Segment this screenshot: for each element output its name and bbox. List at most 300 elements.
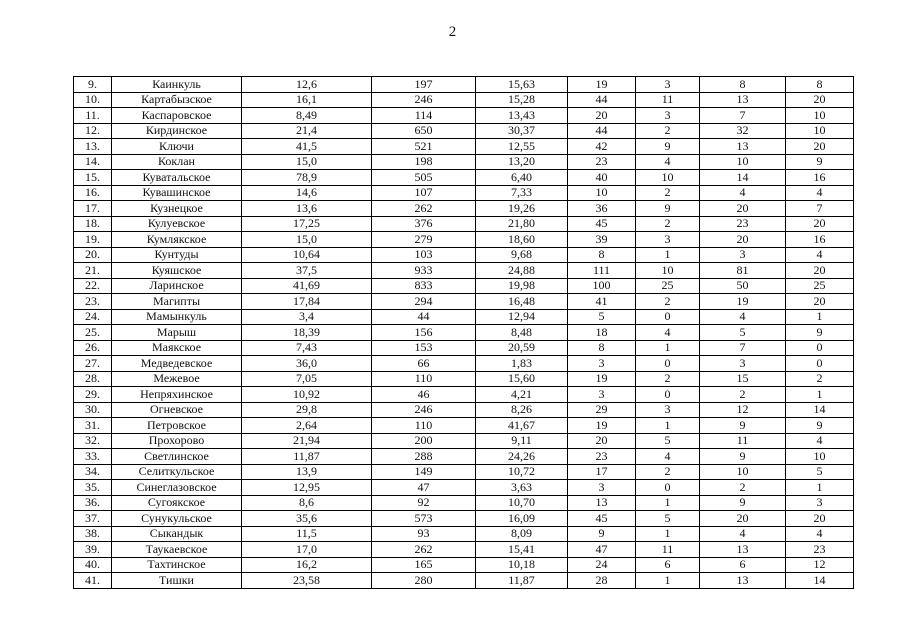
value-cell: 9 [568,526,636,542]
name-cell: Ларинское [112,278,242,294]
row-number-cell: 24. [74,309,112,325]
value-cell: 376 [372,216,476,232]
table-row [74,495,854,511]
value-cell: 41,67 [476,418,568,434]
value-cell: 1 [636,526,700,542]
value-cell: 13,9 [242,464,372,480]
name-cell: Ключи [112,139,242,155]
value-cell: 13,43 [476,108,568,124]
value-cell: 19 [700,294,786,310]
row-number-cell: 35. [74,480,112,496]
value-cell: 36 [568,201,636,217]
value-cell: 19,26 [476,201,568,217]
row-number-cell: 41. [74,573,112,589]
value-cell: 2 [636,464,700,480]
value-cell: 3 [568,387,636,403]
table-row [74,123,854,139]
value-cell: 1 [786,387,854,403]
value-cell: 44 [372,309,476,325]
table-row [74,371,854,387]
value-cell: 165 [372,557,476,573]
value-cell: 9 [700,418,786,434]
table-row [74,449,854,465]
value-cell: 14,6 [242,185,372,201]
value-cell: 36,0 [242,356,372,372]
value-cell: 6 [636,557,700,573]
value-cell: 16,09 [476,511,568,527]
table-row [74,433,854,449]
row-number-cell: 39. [74,542,112,558]
value-cell: 2 [636,371,700,387]
name-cell: Сунукульское [112,511,242,527]
value-cell: 14 [700,170,786,186]
value-cell: 4 [700,185,786,201]
value-cell: 92 [372,495,476,511]
value-cell: 153 [372,340,476,356]
value-cell: 12,55 [476,139,568,155]
value-cell: 294 [372,294,476,310]
value-cell: 3 [700,356,786,372]
value-cell: 23 [786,542,854,558]
name-cell: Светлинское [112,449,242,465]
name-cell: Тишки [112,573,242,589]
value-cell: 12,95 [242,480,372,496]
value-cell: 9,11 [476,433,568,449]
value-cell: 107 [372,185,476,201]
value-cell: 44 [568,123,636,139]
value-cell: 2 [700,480,786,496]
value-cell: 35,6 [242,511,372,527]
value-cell: 13 [700,573,786,589]
name-cell: Прохорово [112,433,242,449]
value-cell: 7,05 [242,371,372,387]
value-cell: 23 [568,449,636,465]
table-row [74,216,854,232]
value-cell: 23 [700,216,786,232]
table-row [74,77,854,93]
value-cell: 7,43 [242,340,372,356]
value-cell: 21,94 [242,433,372,449]
table-row [74,402,854,418]
table-row [74,232,854,248]
table-row [74,573,854,589]
value-cell: 1 [786,309,854,325]
table-row [74,325,854,341]
value-cell: 1 [786,480,854,496]
value-cell: 8,09 [476,526,568,542]
value-cell: 32 [700,123,786,139]
value-cell: 3 [636,402,700,418]
value-cell: 15,0 [242,154,372,170]
value-cell: 288 [372,449,476,465]
name-cell: Куяшское [112,263,242,279]
row-number-cell: 18. [74,216,112,232]
value-cell: 9 [786,154,854,170]
value-cell: 20 [700,232,786,248]
value-cell: 29,8 [242,402,372,418]
table-row [74,387,854,403]
value-cell: 200 [372,433,476,449]
value-cell: 18,60 [476,232,568,248]
value-cell: 12 [700,402,786,418]
value-cell: 9 [700,449,786,465]
value-cell: 16 [786,232,854,248]
row-number-cell: 23. [74,294,112,310]
value-cell: 24,26 [476,449,568,465]
value-cell: 3 [786,495,854,511]
value-cell: 25 [786,278,854,294]
value-cell: 24,88 [476,263,568,279]
value-cell: 4 [636,154,700,170]
value-cell: 18 [568,325,636,341]
value-cell: 39 [568,232,636,248]
row-number-cell: 33. [74,449,112,465]
name-cell: Кувашинское [112,185,242,201]
name-cell: Сыкандык [112,526,242,542]
value-cell: 9 [636,139,700,155]
row-number-cell: 15. [74,170,112,186]
value-cell: 19 [568,77,636,93]
value-cell: 20 [568,108,636,124]
value-cell: 114 [372,108,476,124]
value-cell: 246 [372,92,476,108]
table-row [74,340,854,356]
table-row [74,278,854,294]
value-cell: 11,5 [242,526,372,542]
value-cell: 149 [372,464,476,480]
value-cell: 9 [636,201,700,217]
value-cell: 42 [568,139,636,155]
value-cell: 14 [786,573,854,589]
value-cell: 37,5 [242,263,372,279]
name-cell: Марыш [112,325,242,341]
row-number-cell: 25. [74,325,112,341]
value-cell: 15,63 [476,77,568,93]
value-cell: 2 [786,371,854,387]
row-number-cell: 32. [74,433,112,449]
value-cell: 4 [786,433,854,449]
value-cell: 2 [636,216,700,232]
row-number-cell: 22. [74,278,112,294]
value-cell: 19 [568,418,636,434]
value-cell: 24 [568,557,636,573]
value-cell: 3 [568,480,636,496]
value-cell: 13 [568,495,636,511]
table-row [74,263,854,279]
name-cell: Таукаевское [112,542,242,558]
value-cell: 17 [568,464,636,480]
name-cell: Кунтуды [112,247,242,263]
value-cell: 8,49 [242,108,372,124]
value-cell: 17,0 [242,542,372,558]
value-cell: 13 [700,139,786,155]
value-cell: 23,58 [242,573,372,589]
value-cell: 41,5 [242,139,372,155]
row-number-cell: 29. [74,387,112,403]
name-cell: Каспаровское [112,108,242,124]
value-cell: 5 [786,464,854,480]
name-cell: Мамынкуль [112,309,242,325]
value-cell: 19,98 [476,278,568,294]
row-number-cell: 16. [74,185,112,201]
table-row [74,309,854,325]
name-cell: Сугоякское [112,495,242,511]
value-cell: 16 [786,170,854,186]
value-cell: 1 [636,495,700,511]
value-cell: 81 [700,263,786,279]
table-row [74,557,854,573]
value-cell: 9 [786,418,854,434]
value-cell: 13 [700,92,786,108]
value-cell: 8 [700,77,786,93]
row-number-cell: 9. [74,77,112,93]
value-cell: 6,40 [476,170,568,186]
value-cell: 0 [786,340,854,356]
value-cell: 4 [700,526,786,542]
value-cell: 93 [372,526,476,542]
value-cell: 9,68 [476,247,568,263]
value-cell: 1 [636,418,700,434]
value-cell: 11 [636,92,700,108]
table-row [74,464,854,480]
value-cell: 8,26 [476,402,568,418]
value-cell: 8,48 [476,325,568,341]
value-cell: 505 [372,170,476,186]
table-row [74,542,854,558]
name-cell: Каинкуль [112,77,242,93]
value-cell: 5 [700,325,786,341]
value-cell: 23 [568,154,636,170]
value-cell: 4 [636,449,700,465]
value-cell: 2 [636,185,700,201]
value-cell: 11,87 [242,449,372,465]
value-cell: 10,18 [476,557,568,573]
name-cell: Синеглазовское [112,480,242,496]
value-cell: 100 [568,278,636,294]
value-cell: 40 [568,170,636,186]
value-cell: 21,80 [476,216,568,232]
value-cell: 8 [568,340,636,356]
value-cell: 8,6 [242,495,372,511]
value-cell: 15,60 [476,371,568,387]
value-cell: 2 [700,387,786,403]
value-cell: 17,84 [242,294,372,310]
value-cell: 7,33 [476,185,568,201]
value-cell: 10 [786,449,854,465]
value-cell: 0 [636,356,700,372]
value-cell: 11 [700,433,786,449]
value-cell: 12 [786,557,854,573]
row-number-cell: 28. [74,371,112,387]
value-cell: 111 [568,263,636,279]
row-number-cell: 34. [74,464,112,480]
table-row [74,480,854,496]
value-cell: 20 [786,511,854,527]
name-cell: Кумлякское [112,232,242,248]
value-cell: 156 [372,325,476,341]
value-cell: 8 [786,77,854,93]
name-cell: Тахтинское [112,557,242,573]
value-cell: 45 [568,216,636,232]
value-cell: 933 [372,263,476,279]
table-row [74,526,854,542]
value-cell: 16,1 [242,92,372,108]
row-number-cell: 20. [74,247,112,263]
value-cell: 15,41 [476,542,568,558]
row-number-cell: 38. [74,526,112,542]
value-cell: 11 [636,542,700,558]
table-row [74,356,854,372]
value-cell: 1 [636,247,700,263]
value-cell: 10 [636,263,700,279]
value-cell: 13 [700,542,786,558]
value-cell: 4 [786,526,854,542]
value-cell: 2 [636,123,700,139]
value-cell: 16,2 [242,557,372,573]
value-cell: 12,94 [476,309,568,325]
value-cell: 3 [636,232,700,248]
value-cell: 10,70 [476,495,568,511]
value-cell: 2,64 [242,418,372,434]
value-cell: 18,39 [242,325,372,341]
value-cell: 7 [700,340,786,356]
name-cell: Межевое [112,371,242,387]
row-number-cell: 40. [74,557,112,573]
value-cell: 10 [700,464,786,480]
value-cell: 833 [372,278,476,294]
value-cell: 45 [568,511,636,527]
row-number-cell: 21. [74,263,112,279]
value-cell: 3 [636,77,700,93]
row-number-cell: 14. [74,154,112,170]
value-cell: 10 [636,170,700,186]
value-cell: 50 [700,278,786,294]
table-row [74,170,854,186]
value-cell: 11,87 [476,573,568,589]
row-number-cell: 10. [74,92,112,108]
name-cell: Огневское [112,402,242,418]
value-cell: 3 [700,247,786,263]
value-cell: 1 [636,340,700,356]
value-cell: 20 [786,139,854,155]
value-cell: 4 [700,309,786,325]
table-row [74,92,854,108]
value-cell: 15,0 [242,232,372,248]
value-cell: 8 [568,247,636,263]
value-cell: 198 [372,154,476,170]
value-cell: 0 [786,356,854,372]
value-cell: 20 [786,216,854,232]
value-cell: 4 [636,325,700,341]
value-cell: 13,20 [476,154,568,170]
value-cell: 5 [568,309,636,325]
value-cell: 20,59 [476,340,568,356]
value-cell: 13,6 [242,201,372,217]
value-cell: 7 [700,108,786,124]
value-cell: 12,6 [242,77,372,93]
value-cell: 10,72 [476,464,568,480]
value-cell: 6 [700,557,786,573]
page-number: 2 [448,24,457,40]
name-cell: Селиткульское [112,464,242,480]
value-cell: 20 [786,294,854,310]
table-row [74,185,854,201]
row-number-cell: 36. [74,495,112,511]
value-cell: 78,9 [242,170,372,186]
value-cell: 15 [700,371,786,387]
value-cell: 521 [372,139,476,155]
value-cell: 14 [786,402,854,418]
lakes-table [73,76,854,589]
value-cell: 20 [700,201,786,217]
row-number-cell: 26. [74,340,112,356]
table-row [74,294,854,310]
value-cell: 262 [372,201,476,217]
value-cell: 2 [636,294,700,310]
value-cell: 10 [786,123,854,139]
value-cell: 650 [372,123,476,139]
name-cell: Кузнецкое [112,201,242,217]
value-cell: 280 [372,573,476,589]
name-cell: Кулуевское [112,216,242,232]
value-cell: 3,63 [476,480,568,496]
value-cell: 20 [786,92,854,108]
value-cell: 3 [636,108,700,124]
name-cell: Куватальское [112,170,242,186]
row-number-cell: 17. [74,201,112,217]
value-cell: 4 [786,247,854,263]
value-cell: 10 [700,154,786,170]
value-cell: 0 [636,309,700,325]
table-row [74,139,854,155]
value-cell: 20 [568,433,636,449]
value-cell: 3,4 [242,309,372,325]
value-cell: 262 [372,542,476,558]
table-row [74,108,854,124]
value-cell: 10,64 [242,247,372,263]
value-cell: 246 [372,402,476,418]
value-cell: 30,37 [476,123,568,139]
value-cell: 110 [372,418,476,434]
row-number-cell: 12. [74,123,112,139]
table-body [74,77,854,589]
value-cell: 10 [568,185,636,201]
value-cell: 16,48 [476,294,568,310]
value-cell: 0 [636,480,700,496]
row-number-cell: 27. [74,356,112,372]
table-row [74,511,854,527]
value-cell: 4,21 [476,387,568,403]
value-cell: 17,25 [242,216,372,232]
value-cell: 1 [636,573,700,589]
value-cell: 20 [786,263,854,279]
value-cell: 1,83 [476,356,568,372]
value-cell: 9 [700,495,786,511]
row-number-cell: 13. [74,139,112,155]
value-cell: 47 [568,542,636,558]
row-number-cell: 19. [74,232,112,248]
value-cell: 7 [786,201,854,217]
value-cell: 10,92 [242,387,372,403]
table-row [74,201,854,217]
name-cell: Коклан [112,154,242,170]
value-cell: 29 [568,402,636,418]
value-cell: 9 [786,325,854,341]
value-cell: 41 [568,294,636,310]
table-row [74,418,854,434]
value-cell: 15,28 [476,92,568,108]
value-cell: 197 [372,77,476,93]
